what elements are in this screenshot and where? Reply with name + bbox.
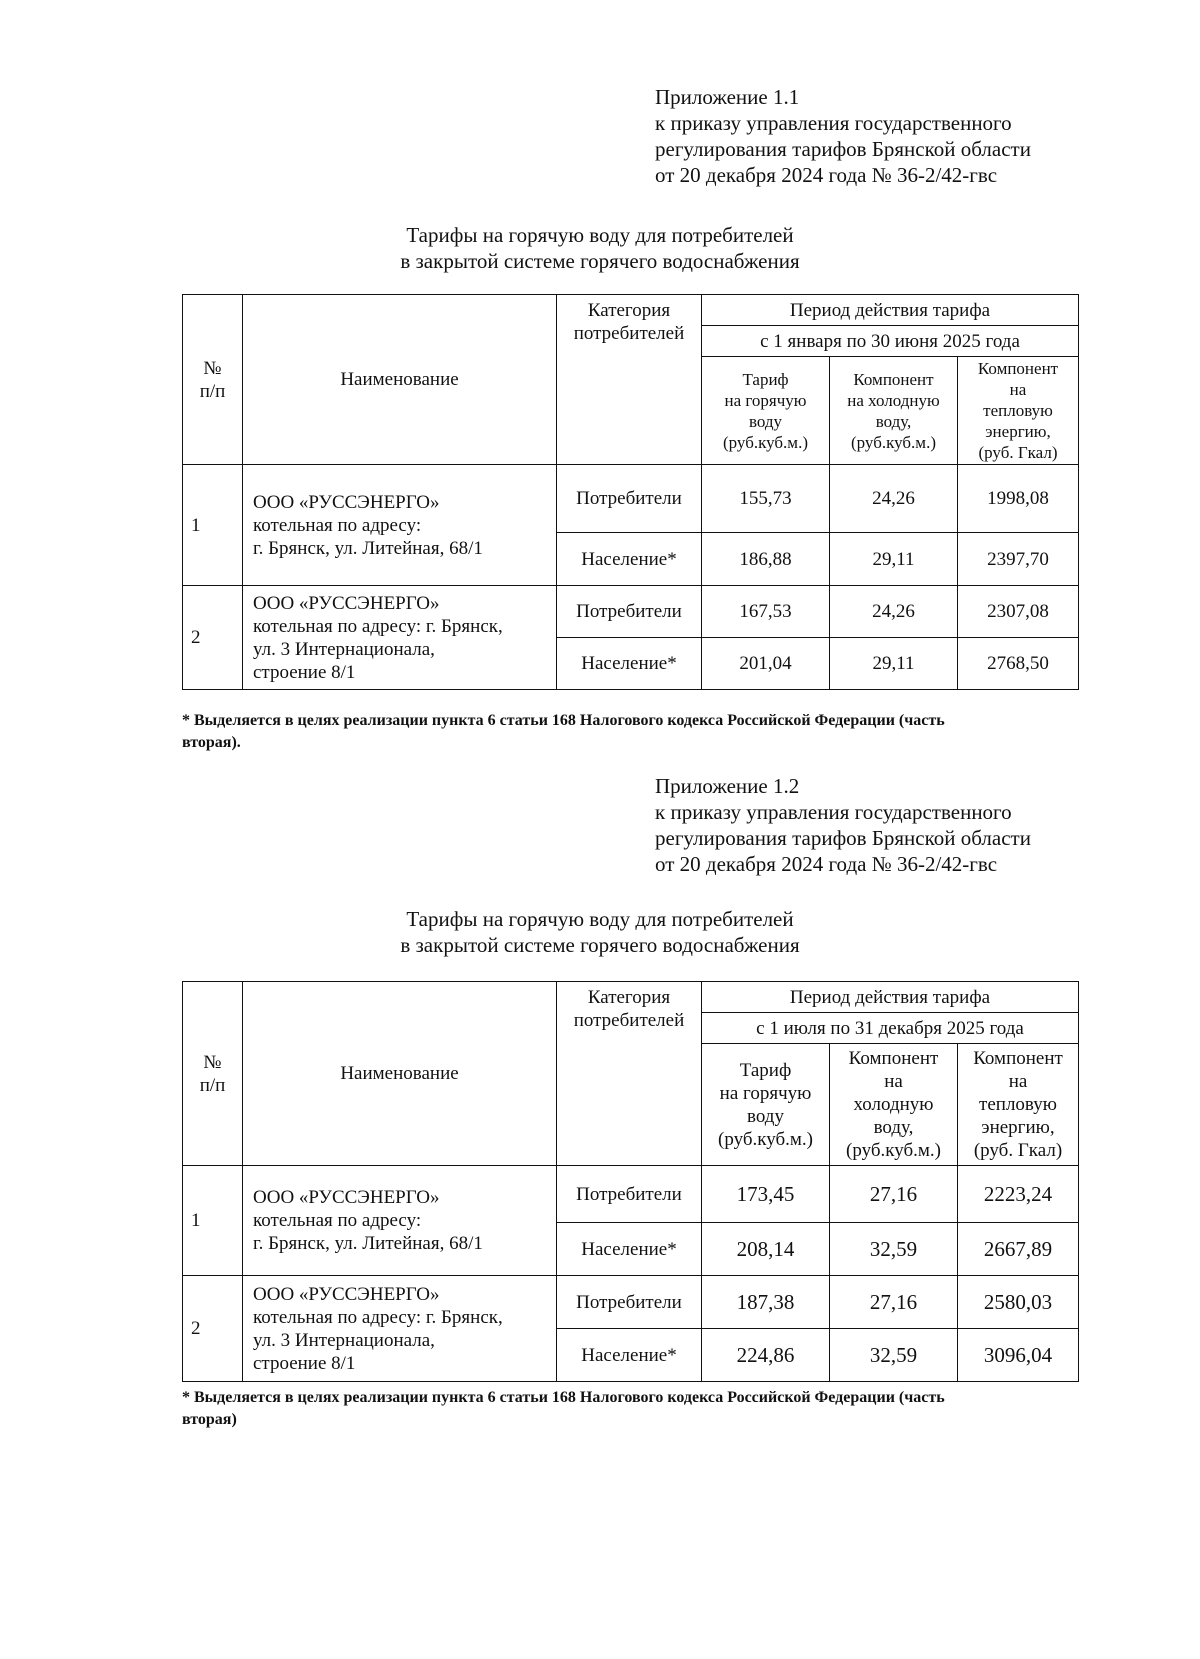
header-cold-line: воду, xyxy=(873,1117,914,1138)
header-heat-line: Компонент xyxy=(973,1048,1063,1069)
header-number-line2: п/п xyxy=(199,1074,226,1096)
row-number: 2 xyxy=(183,1276,243,1382)
row-category: Потребители xyxy=(557,1276,702,1329)
row-name-line: котельная по адресу: г. Брянск, xyxy=(253,1306,503,1328)
row-name-line: г. Брянск, ул. Литейная, 68/1 xyxy=(253,537,483,559)
header-cold-line: (руб.куб.м.) xyxy=(846,1140,941,1161)
row-name-line: котельная по адресу: xyxy=(253,1210,422,1231)
row-name xyxy=(243,586,557,690)
tariff-table-2 xyxy=(182,981,1079,1382)
table-2-title-line2: в закрытой системе горячего водоснабжения xyxy=(400,933,800,957)
header-tariff xyxy=(702,1044,830,1166)
row-heat: 2307,08 xyxy=(958,586,1079,638)
row-name xyxy=(243,1276,557,1382)
header-period-dates: с 1 июля по 31 декабря 2025 года xyxy=(702,1013,1079,1044)
table-2-title xyxy=(0,906,1200,958)
row-name xyxy=(243,465,557,586)
row-category: Потребители xyxy=(557,1166,702,1223)
header-cold-line: на xyxy=(884,1071,903,1092)
header-number-line1: № xyxy=(203,1051,222,1073)
header-heat xyxy=(958,357,1079,465)
header-name: Наименование xyxy=(243,982,557,1166)
appendix-2-line3: от 20 декабря 2024 года № 36-2/42-гвс xyxy=(655,852,998,876)
header-cold-line: Компонент xyxy=(848,1048,939,1069)
table-1-footnote xyxy=(182,710,1082,754)
header-heat xyxy=(958,1044,1079,1166)
row-name-line: ул. 3 Интернационала, xyxy=(253,1329,435,1351)
row-heat: 2223,24 xyxy=(958,1166,1079,1223)
row-name-line: котельная по адресу: xyxy=(253,514,422,536)
row-name-line: ООО «РУССЭНЕРГО» xyxy=(253,1187,440,1208)
header-heat-line: энергию, xyxy=(981,1117,1055,1138)
appendix-2-header xyxy=(655,773,1175,877)
row-cold: 24,26 xyxy=(830,465,958,533)
header-cold xyxy=(830,1044,958,1166)
header-period: Период действия тарифа xyxy=(702,982,1079,1013)
table-row xyxy=(183,586,1079,638)
header-number-line1: № xyxy=(203,357,222,379)
row-heat: 2580,03 xyxy=(958,1276,1079,1329)
table-2-footnote xyxy=(182,1387,1082,1431)
header-category-line1: Категория xyxy=(587,300,671,321)
row-category: Потребители xyxy=(557,465,702,533)
appendix-1-header xyxy=(655,84,1175,188)
row-heat: 1998,08 xyxy=(958,465,1079,533)
header-heat-line: тепловую xyxy=(983,401,1053,420)
row-category: Население* xyxy=(557,1329,702,1382)
header-number-line2: п/п xyxy=(199,380,226,402)
appendix-2-line2: регулирования тарифов Брянской области xyxy=(655,826,1031,850)
tariff-table-1 xyxy=(182,294,1079,690)
header-category xyxy=(557,982,702,1166)
row-name-line: строение 8/1 xyxy=(253,661,356,683)
appendix-1-line1: к приказу управления государственного xyxy=(655,111,1012,135)
row-number: 1 xyxy=(183,465,243,586)
header-cold-line: холодную xyxy=(853,1094,934,1115)
row-tariff: 201,04 xyxy=(702,638,830,690)
header-tariff-line: Тариф xyxy=(742,369,789,389)
table-row xyxy=(183,1276,1079,1329)
header-cold-line: воду, xyxy=(875,411,912,431)
table-1-title-line2: в закрытой системе горячего водоснабжения xyxy=(400,249,800,273)
header-heat-line: тепловую xyxy=(979,1094,1057,1115)
table-1-title-line1: Тарифы на горячую воду для потребителей xyxy=(406,223,794,247)
header-category-line1: Категория xyxy=(587,987,671,1008)
row-tariff: 173,45 xyxy=(702,1166,830,1223)
row-name xyxy=(243,1166,557,1276)
row-tariff: 187,38 xyxy=(702,1276,830,1329)
row-name-line: котельная по адресу: г. Брянск, xyxy=(253,615,503,637)
header-cold xyxy=(830,357,958,465)
row-name-line: ул. 3 Интернационала, xyxy=(253,638,435,660)
row-cold: 32,59 xyxy=(830,1223,958,1276)
header-period-dates: с 1 января по 30 июня 2025 года xyxy=(702,326,1079,357)
header-tariff-line: воду xyxy=(747,1105,784,1127)
header-heat-line: (руб. Гкал) xyxy=(973,1140,1063,1161)
row-cold: 32,59 xyxy=(830,1329,958,1382)
header-heat-line: (руб. Гкал) xyxy=(978,443,1058,462)
table-1-footnote-line1: * Выделяется в целях реализации пункта 6 статьи 168 Налогового кодекса Российской Федерации (часть xyxy=(182,712,945,729)
row-tariff: 208,14 xyxy=(702,1223,830,1276)
row-cold: 29,11 xyxy=(830,638,958,690)
header-heat-line: на xyxy=(1009,380,1027,399)
row-heat: 2397,70 xyxy=(958,533,1079,586)
header-tariff xyxy=(702,357,830,465)
row-name-line: строение 8/1 xyxy=(253,1352,356,1374)
header-period: Период действия тарифа xyxy=(702,295,1079,326)
row-tariff: 167,53 xyxy=(702,586,830,638)
appendix-1-line3: от 20 декабря 2024 года № 36-2/42-гвс xyxy=(655,163,998,187)
table-row xyxy=(183,1166,1079,1223)
appendix-2-title: Приложение 1.2 xyxy=(655,774,800,798)
row-tariff: 155,73 xyxy=(702,465,830,533)
header-tariff-line: на горячую xyxy=(724,390,807,410)
appendix-2-line1: к приказу управления государственного xyxy=(655,800,1012,824)
table-2-footnote-line2: вторая) xyxy=(182,1411,237,1428)
appendix-1-title: Приложение 1.1 xyxy=(655,85,800,109)
row-cold: 24,26 xyxy=(830,586,958,638)
table-row xyxy=(183,465,1079,533)
row-heat: 2768,50 xyxy=(958,638,1079,690)
row-tariff: 224,86 xyxy=(702,1329,830,1382)
table-2-title-line1: Тарифы на горячую воду для потребителей xyxy=(406,907,794,931)
row-category: Население* xyxy=(557,638,702,690)
appendix-1-line2: регулирования тарифов Брянской области xyxy=(655,137,1031,161)
table-1-footnote-line2: вторая). xyxy=(182,734,241,751)
row-category: Население* xyxy=(557,533,702,586)
table-2-footnote-line1: * Выделяется в целях реализации пункта 6 статьи 168 Налогового кодекса Российской Федерации (часть xyxy=(182,1389,945,1406)
row-cold: 27,16 xyxy=(830,1276,958,1329)
header-category-line2: потребителей xyxy=(573,1010,685,1031)
row-tariff: 186,88 xyxy=(702,533,830,586)
row-name-line: ООО «РУССЭНЕРГО» xyxy=(253,1283,440,1305)
row-category: Потребители xyxy=(557,586,702,638)
header-category xyxy=(557,295,702,465)
header-category-line2: потребителей xyxy=(573,323,685,344)
row-number: 1 xyxy=(183,1166,243,1276)
header-cold-line: (руб.куб.м.) xyxy=(851,432,936,452)
header-heat-line: на xyxy=(1008,1071,1028,1092)
header-number xyxy=(183,982,243,1166)
row-cold: 27,16 xyxy=(830,1166,958,1223)
header-tariff-line: на горячую xyxy=(719,1082,812,1104)
row-name-line: ООО «РУССЭНЕРГО» xyxy=(253,491,440,513)
header-tariff-line: (руб.куб.м.) xyxy=(718,1128,813,1150)
table-1-title xyxy=(0,222,1200,274)
header-cold-line: Компонент xyxy=(853,369,934,389)
row-name-line: г. Брянск, ул. Литейная, 68/1 xyxy=(253,1233,483,1254)
header-name: Наименование xyxy=(243,295,557,465)
row-name-line: ООО «РУССЭНЕРГО» xyxy=(253,592,440,614)
row-heat: 2667,89 xyxy=(958,1223,1079,1276)
header-cold-line: на холодную xyxy=(847,390,940,410)
row-heat: 3096,04 xyxy=(958,1329,1079,1382)
header-heat-line: энергию, xyxy=(985,422,1051,441)
header-heat-line: Компонент xyxy=(977,359,1059,378)
header-tariff-line: воду xyxy=(748,411,783,431)
header-number xyxy=(183,295,243,465)
header-tariff-line: Тариф xyxy=(739,1059,792,1081)
row-category: Население* xyxy=(557,1223,702,1276)
header-tariff-line: (руб.куб.м.) xyxy=(723,432,808,452)
row-cold: 29,11 xyxy=(830,533,958,586)
row-number: 2 xyxy=(183,586,243,690)
